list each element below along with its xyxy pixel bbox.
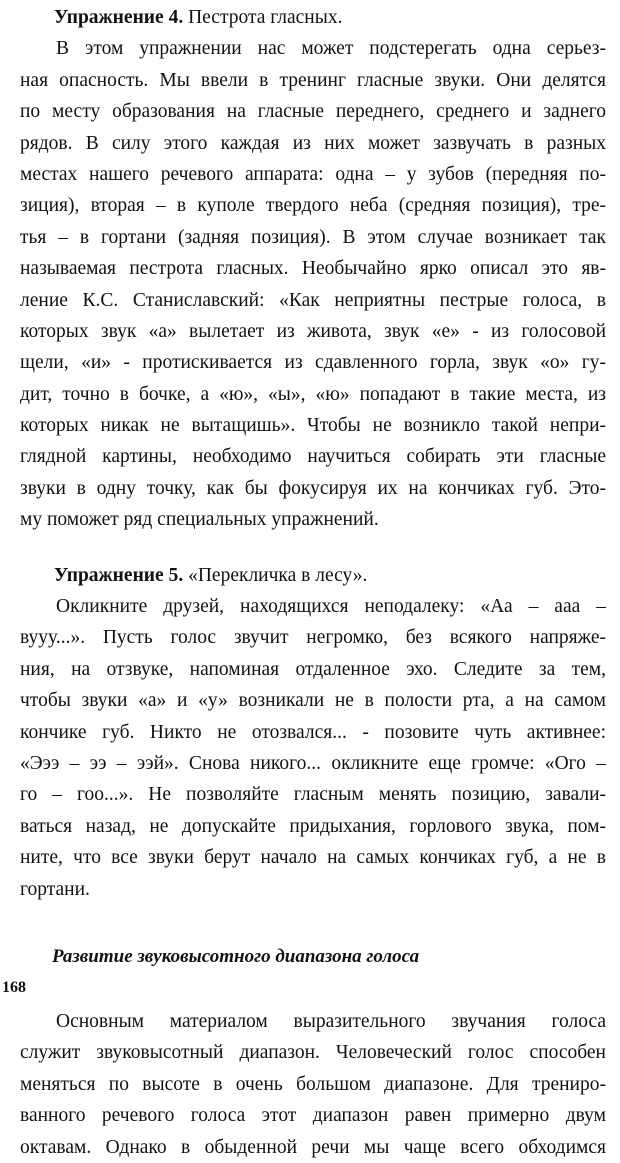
text-line: В этом упражнении нас может подстерегать одна серьез- xyxy=(56,38,606,60)
text-line: кончике губ. Никто не отозвался... - позовите чуть активнее: xyxy=(20,721,606,743)
section-title: Развитие звуковысотного диапазона голоса xyxy=(52,945,420,967)
text-line: октавам. Однако в обыденной речи мы чаще всего обходимся xyxy=(20,1136,606,1158)
exercise-4-title: Пестрота гласных. xyxy=(188,7,343,28)
text-line: меняться по высоте в очень большом диапазоне. Для трениро- xyxy=(20,1073,606,1095)
text-line: по месту образования на гласные переднего, среднего и заднего xyxy=(20,101,606,123)
text-line: щели, «и» - протискивается из сдавленного горла, звук «о» гу- xyxy=(20,352,606,374)
exercise-4-heading xyxy=(20,2,606,33)
text-line: «Эээ – ээ – ээй». Снова никого... окликните еще громче: «Ого – xyxy=(20,752,606,774)
exercise-5-title: «Перекличка в лесу». xyxy=(188,564,368,586)
exercise-5-label: Упражнение 5. xyxy=(54,564,184,586)
exercise-5-paragraph xyxy=(20,591,606,905)
text-line: служит звуковысотный диапазон. Человеческий голос способен xyxy=(20,1042,606,1064)
text-line: ванного речевого голоса этот диапазон равен примерно двум xyxy=(20,1105,606,1127)
text-line: глядной картины, необходимо научиться собирать эти гласные xyxy=(20,446,606,468)
text-line: чтобы звуки «а» и «у» возникали не в полости рта, а на самом xyxy=(20,690,606,712)
text-line: которых никак не вытащишь». Чтобы не возникло такой непри- xyxy=(20,415,606,437)
text-line: му поможет ряд специальных упражнений. xyxy=(20,509,379,531)
text-line: ваться назад, не допускайте придыхания, горлового звука, пом- xyxy=(20,815,606,837)
text-line: называемая пестрота гласных. Необычайно ярко описал это яв- xyxy=(20,258,606,280)
exercise-4-paragraph xyxy=(20,33,606,535)
text-line: звуки в одну точку, как бы фокусируя их на кончиках губ. Это- xyxy=(20,477,606,499)
section-paragraph xyxy=(20,1006,606,1163)
text-line: Основным материалом выразительного звучания голоса xyxy=(56,1010,606,1032)
text-line: дит, точно в бочке, а «ю», «ы», «ю» попадают в такие места, из xyxy=(20,383,606,405)
text-line: ление К.С. Станиславский: «Как неприятны пестрые голоса, в xyxy=(20,289,606,311)
exercise-5-heading xyxy=(20,560,606,591)
text-line: вууу...». Пусть голос звучит негромко, без всякого напряже- xyxy=(20,627,606,649)
page-number: 168 xyxy=(2,979,26,996)
text-line: зиция), вторая – в куполе твердого неба (средняя позиция), тре- xyxy=(20,195,606,217)
text-line: гортани. xyxy=(20,878,90,900)
text-line: го – гоо...». Не позволяйте гласным менять позицию, завали- xyxy=(20,784,606,806)
text-line: которых звук «а» вылетает из живота, звук «е» - из голосовой xyxy=(20,320,606,342)
text-line: ните, что все звуки берут начало на самых кончиках губ, а не в xyxy=(20,847,606,869)
text-line: Окликните друзей, находящихся неподалеку: «Аа – ааа – xyxy=(56,596,606,618)
text-line: ная опасность. Мы ввели в тренинг гласные звуки. Они делятся xyxy=(20,69,606,91)
text-line: ния, на отзвуке, напоминая отдаленное эхо. Следите за тем, xyxy=(20,658,606,680)
exercise-4-label: Упражнение 4. xyxy=(54,7,184,28)
text-line: рядов. В силу этого каждая из них может зазвучать в разных xyxy=(20,132,606,154)
text-line: тья – в гортани (задняя позиция). В этом случае возникает так xyxy=(20,226,606,248)
text-line: местах нашего речевого аппарата: одна – у зубов (передняя по- xyxy=(20,163,606,185)
